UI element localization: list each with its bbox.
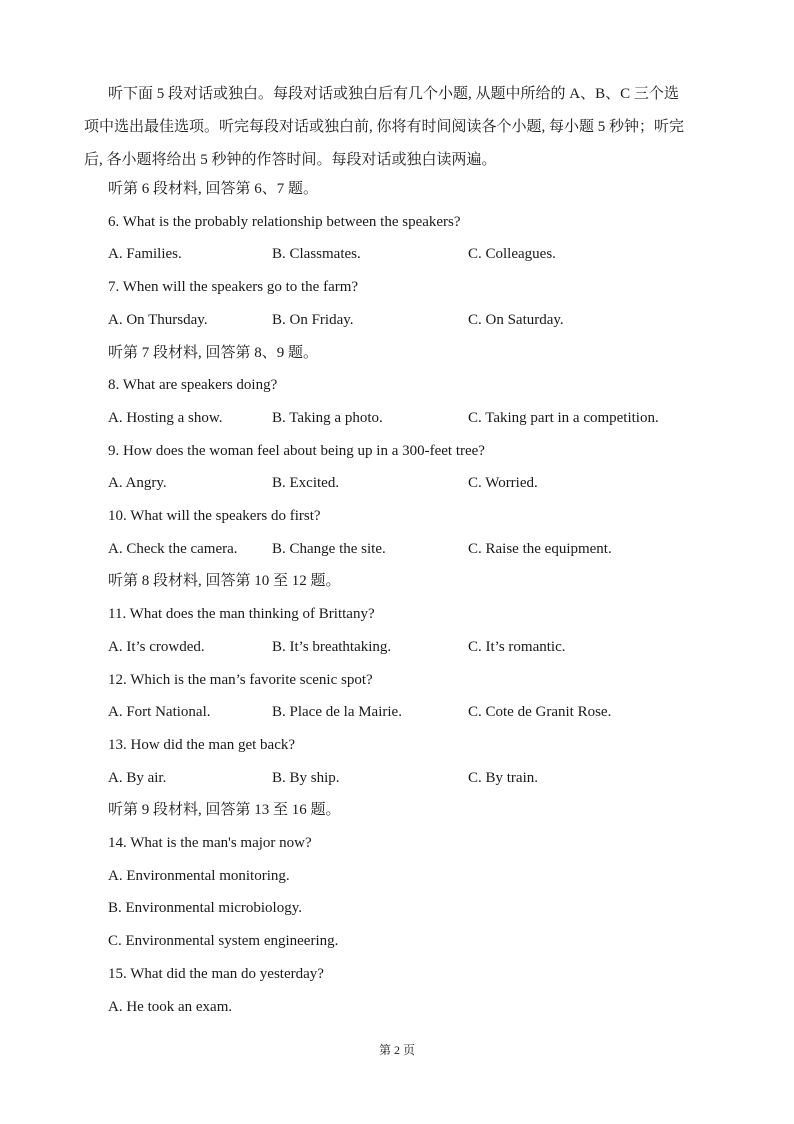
question-text: 6. What is the probably relationship between the speakers? [108, 214, 461, 230]
instruction-line: 后, 各小题将给出 5 秒钟的作答时间。每段对话或独白读两遍。 [84, 152, 497, 168]
option-c: C. Raise the equipment. [468, 541, 612, 557]
instruction-line: 听下面 5 段对话或独白。每段对话或独白后有几个小题, 从题中所给的 A、B、C 三个选 [108, 86, 679, 102]
question-text: 10. What will the speakers do first? [108, 508, 321, 524]
option-a: A. Check the camera. [108, 541, 238, 557]
option-b: B. Change the site. [272, 541, 386, 557]
option-line: A. Environmental monitoring. [108, 868, 290, 884]
page-number: 第 2 页 [378, 1043, 415, 1057]
question-text: 14. What is the man's major now? [108, 835, 312, 851]
option-line: C. Environmental system engineering. [108, 933, 339, 949]
question-text: 7. When will the speakers go to the farm? [108, 279, 359, 295]
question-text: 9. How does the woman feel about being up in a 300-feet tree? [108, 443, 485, 459]
option-b: B. Excited. [272, 475, 340, 491]
option-line: B. Environmental microbiology. [108, 900, 302, 916]
option-b: B. By ship. [272, 770, 340, 786]
section-heading: 听第 7 段材料, 回答第 8、9 题。 [108, 345, 319, 361]
option-c: C. Worried. [468, 475, 538, 491]
instruction-line: 项中选出最佳选项。听完每段对话或独白前, 你将有时间阅读各个小题, 每小题 5 秒钟；听完 [84, 119, 685, 135]
listening-instructions [84, 78, 720, 177]
section-heading: 听第 9 段材料, 回答第 13 至 16 题。 [108, 802, 341, 818]
question-text: 11. What does the man thinking of Brittany? [108, 606, 375, 622]
option-a: A. On Thursday. [108, 312, 208, 328]
option-b: B. Place de la Mairie. [272, 704, 402, 720]
option-c: C. By train. [468, 770, 538, 786]
question-text: 12. Which is the man’s favorite scenic spot? [108, 672, 373, 688]
option-line: A. He took an exam. [108, 999, 233, 1015]
option-a: A. By air. [108, 770, 167, 786]
question-text: 15. What did the man do yesterday? [108, 966, 324, 982]
option-c: C. Colleagues. [468, 246, 556, 262]
option-a: A. Families. [108, 246, 182, 262]
option-c: C. On Saturday. [468, 312, 564, 328]
question-text: 8. What are speakers doing? [108, 377, 278, 393]
option-c: C. Taking part in a competition. [468, 410, 659, 426]
option-c: C. It’s romantic. [468, 639, 566, 655]
option-b: B. Taking a photo. [272, 410, 383, 426]
option-b: B. It’s breathtaking. [272, 639, 392, 655]
option-b: B. On Friday. [272, 312, 354, 328]
option-a: A. Angry. [108, 475, 167, 491]
section-heading: 听第 8 段材料, 回答第 10 至 12 题。 [108, 573, 341, 589]
option-b: B. Classmates. [272, 246, 361, 262]
question-text: 13. How did the man get back? [108, 737, 296, 753]
option-a: A. It’s crowded. [108, 639, 205, 655]
option-a: A. Hosting a show. [108, 410, 223, 426]
option-a: A. Fort National. [108, 704, 211, 720]
section-heading: 听第 6 段材料, 回答第 6、7 题。 [108, 181, 319, 197]
option-c: C. Cote de Granit Rose. [468, 704, 612, 720]
